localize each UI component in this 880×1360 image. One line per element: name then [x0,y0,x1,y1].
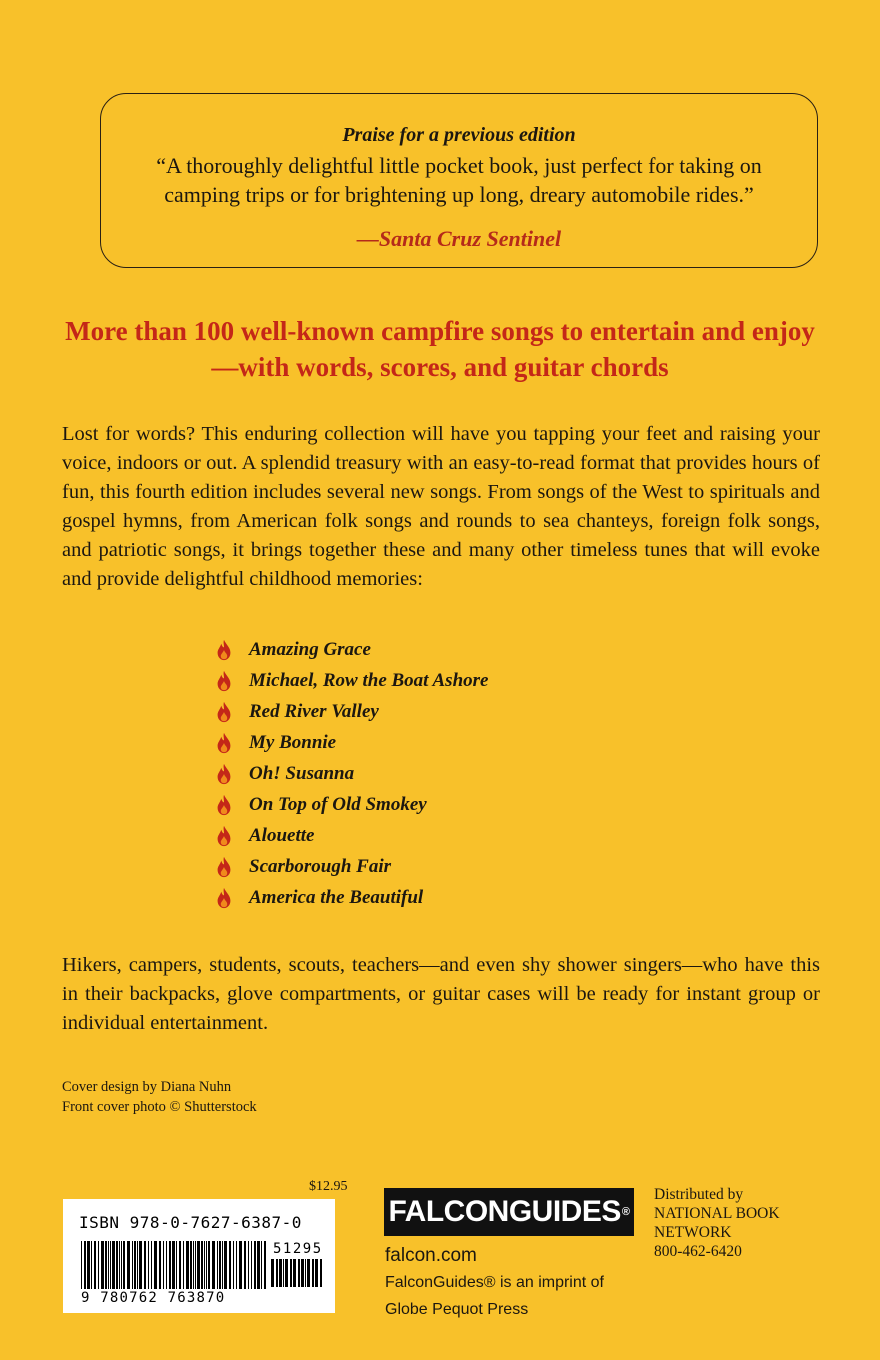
publisher-url[interactable]: falcon.com [385,1245,477,1266]
flame-icon [213,732,235,754]
price-code: 51295 [273,1241,323,1257]
song-list-item [213,789,488,820]
song-title: My Bonnie [249,731,337,753]
barcode-bar [307,1259,310,1287]
barcode-bar [176,1241,177,1289]
flame-icon [213,639,235,661]
flame-icon [213,887,235,909]
isbn-number: ISBN 978-0-7627-6387-0 [79,1213,302,1232]
flame-icon [213,856,235,878]
barcode-bar [271,1259,274,1287]
barcode-bar [121,1241,122,1289]
intro-paragraph: Lost for words? This enduring collection will have you tapping your feet and raising your voice, indoors or out. A splendid treasury with an easy-to-read format that provides hours of fun, this fourth edition includes several new songs. From songs of the West to spirituals and gospel hymns, from American folk songs and rounds to sea chanteys, foreign folk songs, and patriotic songs, it brings together these and many other timeless tunes that will evoke and provide delightful childhood memories: [62,423,820,590]
barcode-bar [312,1259,314,1287]
price: $12.95 [309,1179,348,1194]
publisher-info [385,1242,604,1323]
song-title: On Top of Old Smokey [249,793,427,815]
song-list-item [213,820,488,851]
barcode-bar [84,1241,86,1289]
barcode-bar [91,1241,92,1289]
barcode-bar [134,1241,136,1289]
song-title: Oh! Susanna [249,762,355,784]
barcode-bar [116,1241,118,1289]
barcode-bar [276,1259,278,1287]
praise-source: —Santa Cruz Sentinel [356,226,562,251]
barcode-bar [94,1241,96,1289]
flame-icon [213,763,235,785]
praise-heading: Praise for a previous edition [342,124,576,146]
barcode-bar [204,1241,205,1289]
barcode-bar [193,1241,194,1289]
barcode-bar [87,1241,90,1289]
song-list-item [213,758,488,789]
barcode-bar [239,1241,242,1289]
logo-text: FALCONGUIDES [388,1195,621,1228]
barcode-bar [257,1241,260,1289]
barcode-bar [101,1241,104,1289]
barcode-bar [301,1259,304,1287]
cover-design-credit: Cover design by Diana Nuhn [62,1079,232,1095]
barcode-bar [137,1241,138,1289]
headline: More than 100 well-known campfire songs to entertain and enjoy—with words, scores, and guitar chords [65,316,815,382]
song-list [213,634,488,913]
credits [62,1077,257,1117]
barcode-bar [179,1241,181,1289]
barcode-bar [212,1241,215,1289]
barcode-bar [151,1241,152,1289]
price-barcode [271,1259,323,1287]
barcode-bar [285,1259,288,1287]
barcode-bar [305,1259,306,1287]
barcode-bar [169,1241,171,1289]
song-title: America the Beautiful [249,886,424,908]
barcode-bar [139,1241,142,1289]
falconguides-logo [384,1188,634,1236]
barcode-bar [119,1241,120,1289]
praise-box [100,93,818,268]
barcode-bar [261,1241,262,1289]
imprint-line: FalconGuides® is an imprint of [385,1274,604,1291]
barcode-bar [183,1241,184,1289]
distributor-label: Distributed by [654,1186,744,1203]
barcode-bar [154,1241,157,1289]
song-list-item [213,665,488,696]
barcode-bar [244,1241,246,1289]
registered-mark: ® [621,1206,630,1218]
song-list-item [213,727,488,758]
imprint-publisher: Globe Pequot Press [385,1301,529,1318]
distributor-name-line2: NETWORK [654,1224,732,1241]
distributor-phone: 800-462-6420 [654,1243,742,1260]
barcode-bar [283,1259,284,1287]
barcode-bar [148,1241,149,1289]
barcode-bar [172,1241,175,1289]
barcode-bar [186,1241,189,1289]
barcode-bar [98,1241,99,1289]
barcode-bar [159,1241,161,1289]
song-list-item [213,696,488,727]
barcode-bar [190,1241,192,1289]
closing-paragraph: Hikers, campers, students, scouts, teachers—and even shy shower singers—who have this in their backpacks, glove compartments, or guitar cases will be ready for instant group or individual entertainment. [62,954,820,1034]
barcode-bar [208,1241,210,1289]
song-title: Amazing Grace [249,638,371,660]
barcode-bar [222,1241,223,1289]
barcode-bar [144,1241,146,1289]
barcode-bar [127,1241,130,1289]
barcode-bar [320,1259,322,1287]
barcode-bar [217,1241,218,1289]
barcode-bar [315,1259,318,1287]
barcode-bar [264,1241,266,1289]
ean-barcode [81,1241,267,1289]
praise-quote: “A thoroughly delightful little pocket book, just perfect for taking on camping trips or for brightening up long, dreary automobile rides.” [156,153,762,207]
barcode-bar [298,1259,300,1287]
barcode-box [63,1199,335,1313]
barcode-bar [166,1241,167,1289]
flame-icon [213,701,235,723]
barcode-bar [110,1241,111,1289]
song-title: Scarborough Fair [249,855,392,877]
barcode-bar [290,1259,292,1287]
barcode-bar [112,1241,115,1289]
song-list-item [213,634,488,665]
song-title: Alouette [249,824,315,846]
barcode-bar [108,1241,109,1289]
barcode-bar [248,1241,249,1289]
barcode-bar [233,1241,234,1289]
barcode-bar [236,1241,237,1289]
barcode-bar [229,1241,231,1289]
barcode-bar [201,1241,203,1289]
distributor-info [654,1185,780,1261]
barcode-bar [163,1241,164,1289]
barcode-bar [197,1241,200,1289]
song-list-item [213,882,488,913]
barcode-bar [224,1241,227,1289]
barcode-bar [254,1241,256,1289]
barcode-bar [219,1241,221,1289]
flame-icon [213,670,235,692]
photo-credit: Front cover photo © Shutterstock [62,1099,257,1115]
song-list-item [213,851,488,882]
distributor-name-line1: NATIONAL BOOK [654,1205,780,1222]
song-title: Red River Valley [249,700,379,722]
barcode-bar [81,1241,82,1289]
flame-icon [213,825,235,847]
barcode-bar [293,1259,296,1287]
flame-icon [213,794,235,816]
barcode-bar [206,1241,207,1289]
barcode-bar [195,1241,196,1289]
barcode-bar [123,1241,125,1289]
barcode-digits: 9 780762 763870 [81,1290,226,1306]
barcode-bar [251,1241,252,1289]
barcode-bar [132,1241,133,1289]
song-title: Michael, Row the Boat Ashore [249,669,489,691]
barcode-bar [105,1241,107,1289]
barcode-bar [279,1259,282,1287]
